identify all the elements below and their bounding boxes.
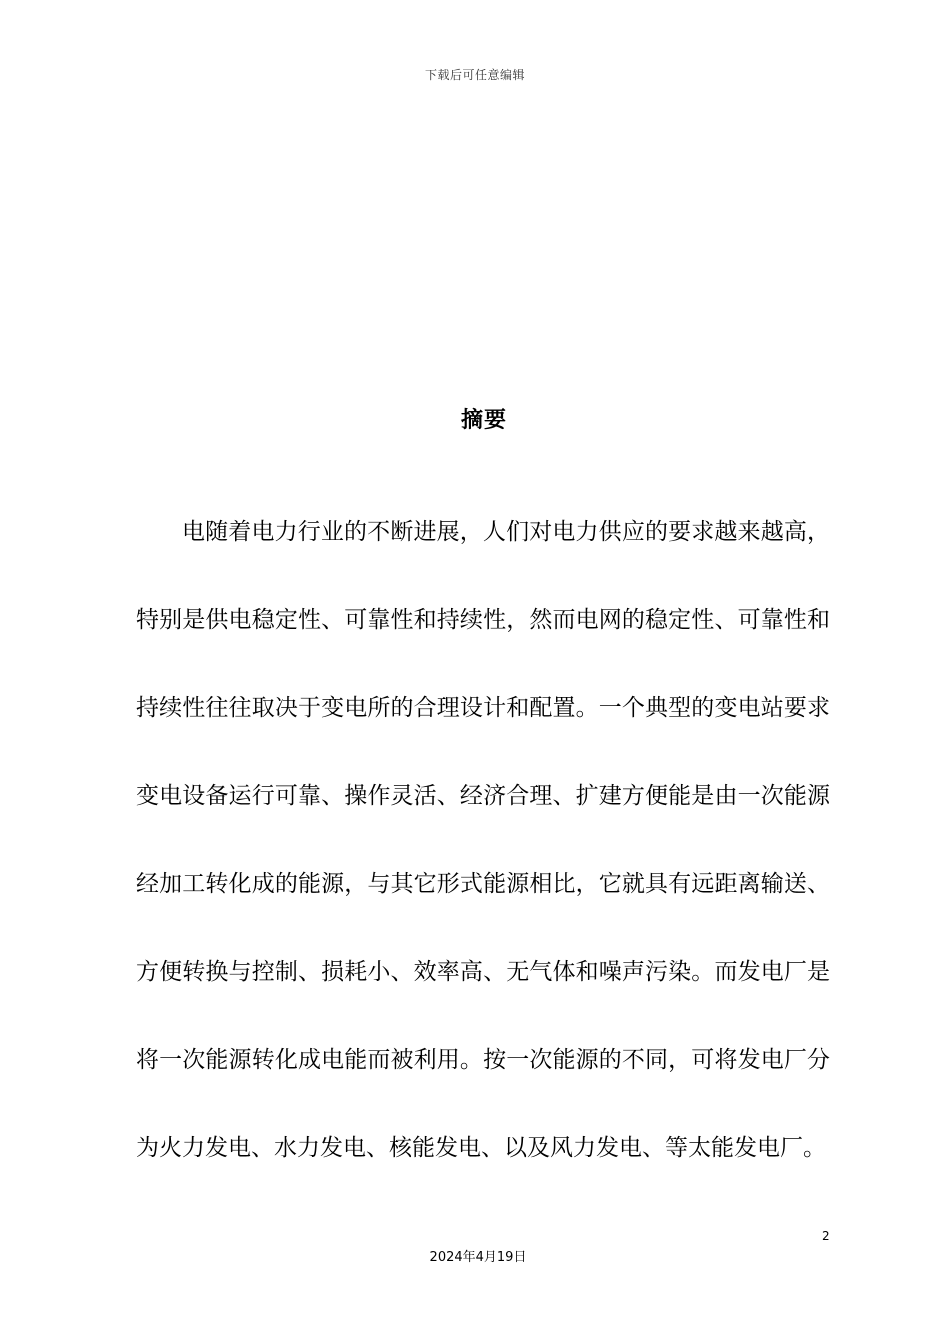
abstract-paragraph: 电随着电力行业的不断进展，人们对电力供应的要求越来越高，特别是供电稳定性、可靠性和持续性，然而电网的稳定性、可靠性和持续性往往取决于变电所的合理设计和配置。一个典型的变电站要求变电设备运行可靠、操作灵活、经济合理、扩建方便能是由一次能源经加工转化成的能源，与其它形式能源相比，它就具有远距离输送、方便转换与控制、损耗小、效率高、无气体和噪声污染。而发电厂是将一次能源转化成电能而被利用。按一次能源的不同，可将发电厂分为火力发电、水力发电、核能发电、以及风力发电、等太能发电厂。 — [136, 519, 830, 1161]
header-note: 下载后可任意编辑 — [424, 68, 525, 82]
abstract-title: 摘要 — [460, 408, 507, 433]
page-number: 2 — [822, 1229, 830, 1243]
footer-date: 2024年4月19日 — [429, 1250, 527, 1265]
